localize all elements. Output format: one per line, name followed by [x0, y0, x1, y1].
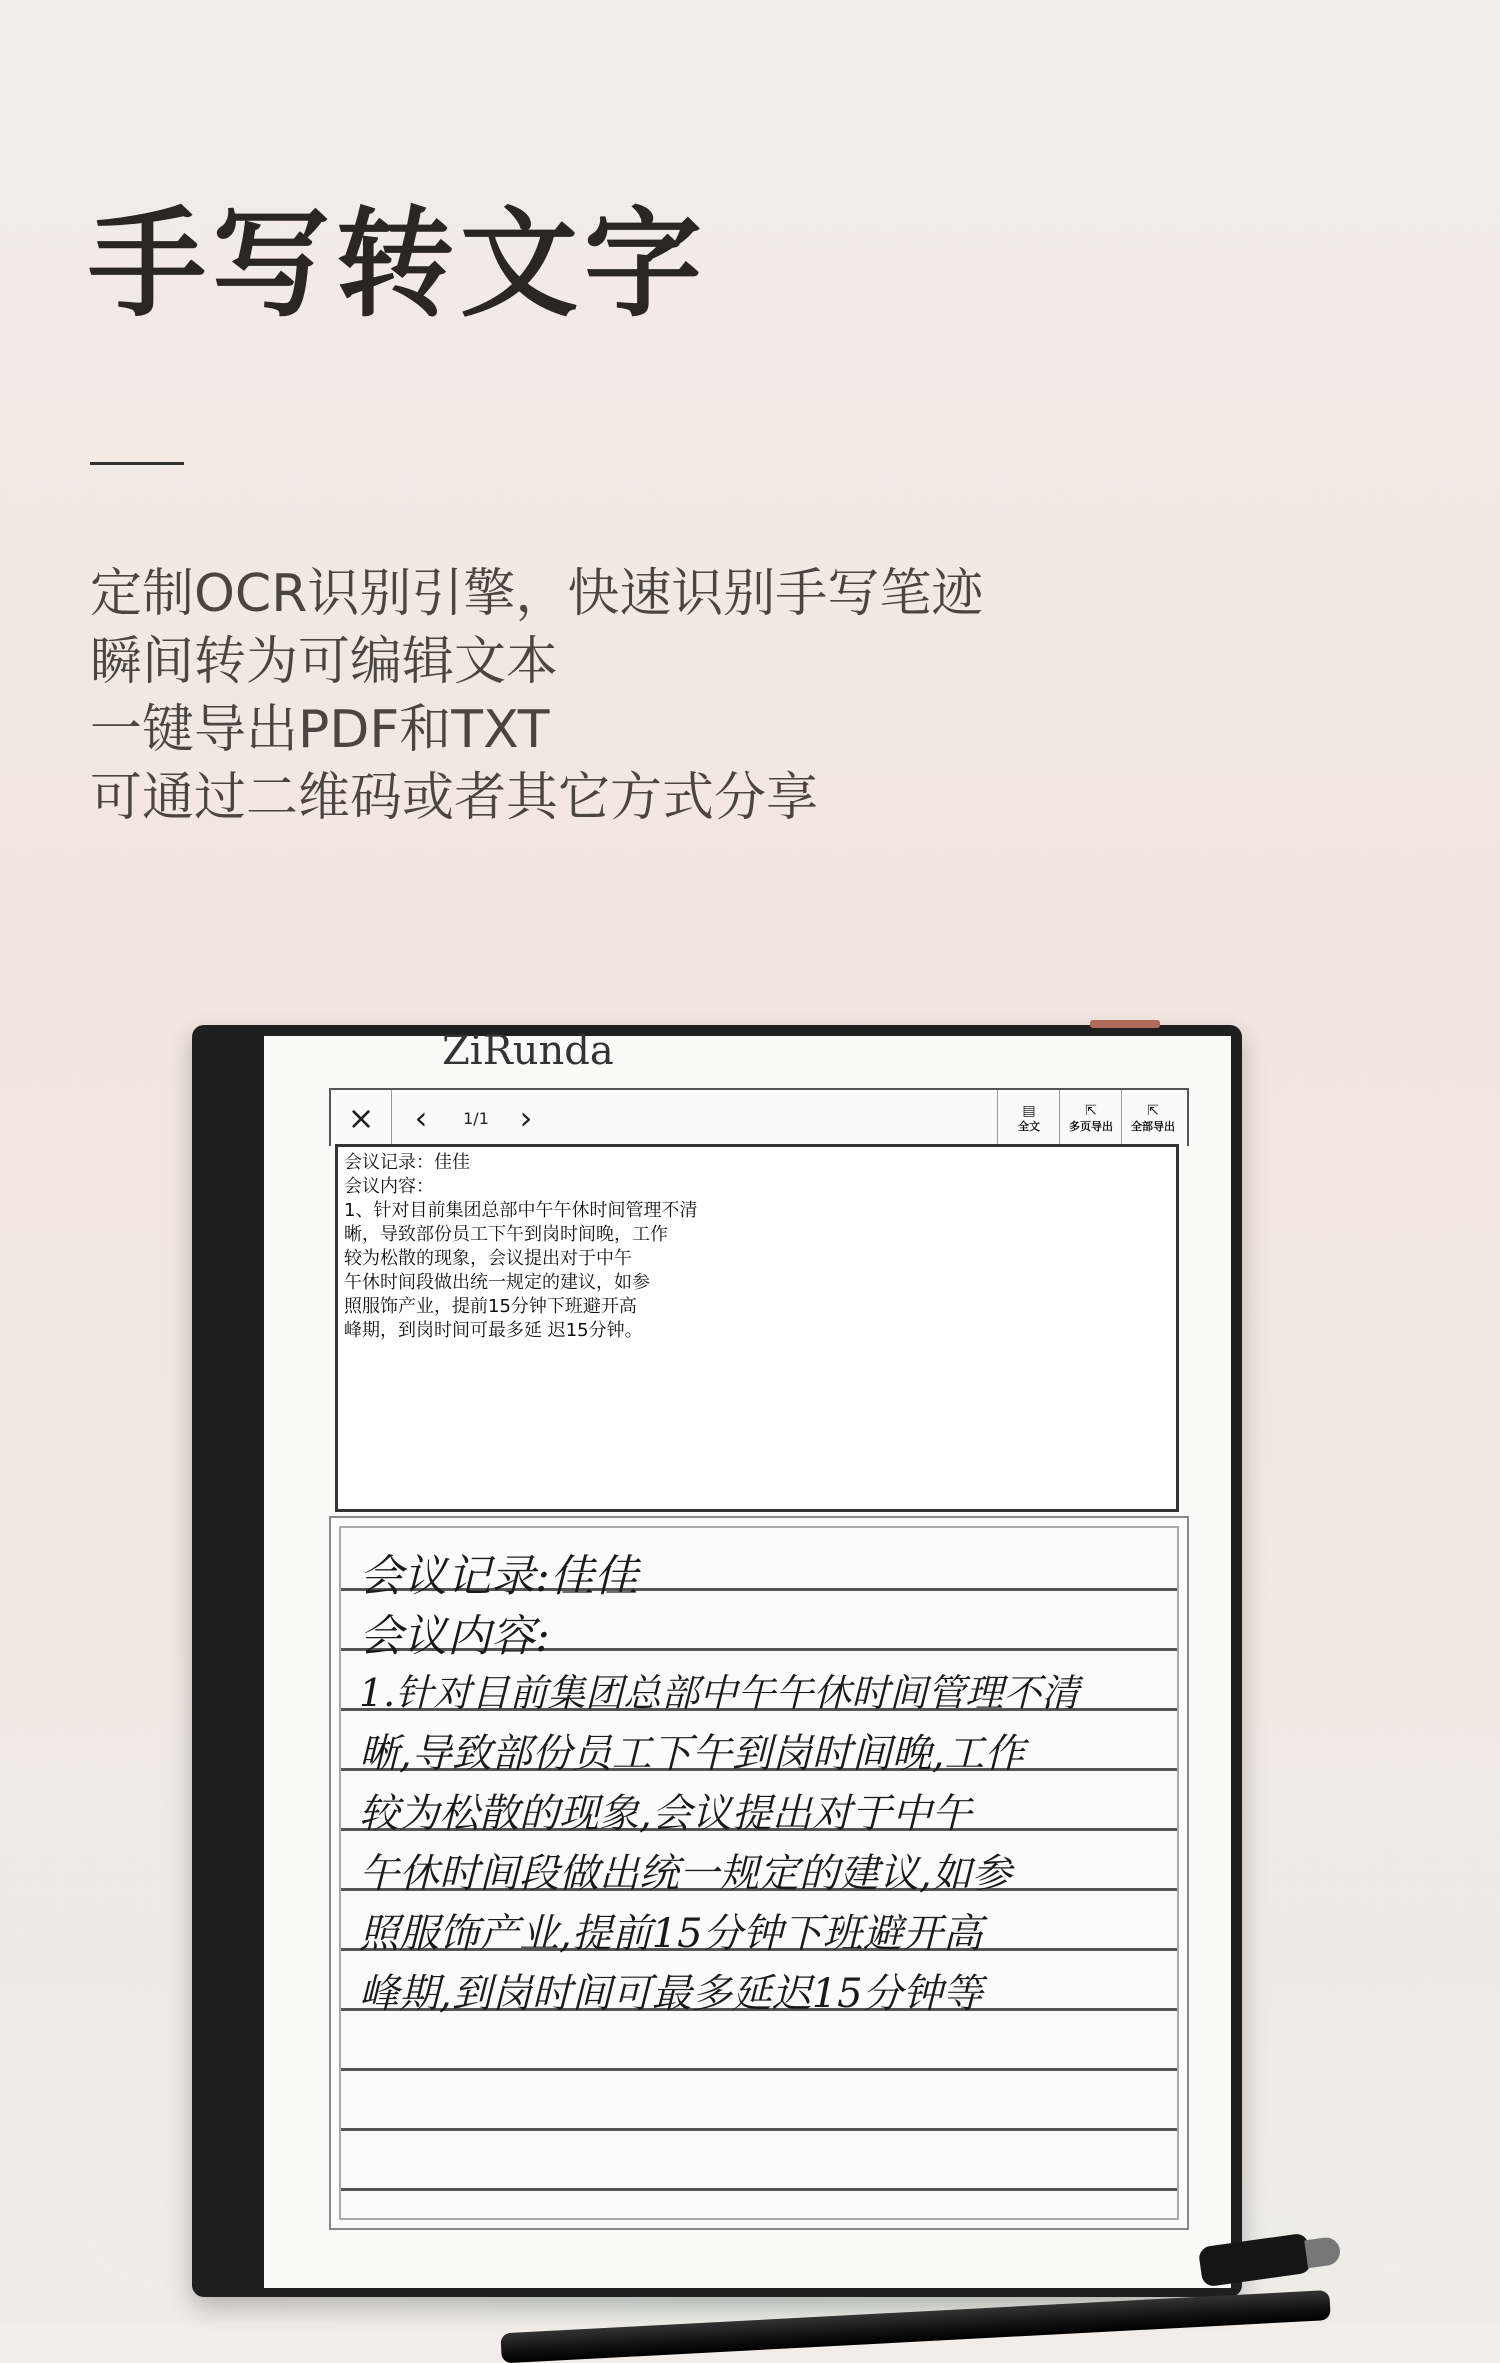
handwritten-line: 会议内容: — [359, 1611, 550, 1662]
notebook-page — [339, 1526, 1179, 2220]
handwritten-line: 照服饰产业,提前15分钟下班避开高 — [359, 1911, 983, 1957]
feature-line: 瞬间转为可编辑文本 — [90, 632, 559, 692]
ocr-line: 1、针对目前集团总部中午午休时间管理不清 — [344, 1200, 698, 1221]
full-text-label: 全文 — [1018, 1120, 1040, 1133]
ocr-line: 午休时间段做出统一规定的建议，如参 — [344, 1272, 650, 1293]
page-indicator: 1/1 — [463, 1108, 489, 1128]
close-icon[interactable]: × — [331, 1090, 392, 1146]
ruled-line — [341, 2068, 1177, 2071]
ocr-toolbar — [329, 1088, 1189, 1146]
handwritten-line: 会议记录:佳佳 — [359, 1551, 638, 1602]
chevron-left-icon[interactable]: ‹ — [414, 1099, 428, 1137]
ocr-line: 照服饰产业，提前15分钟下班避开高 — [344, 1296, 637, 1317]
ocr-line: 峰期，到岗时间可最多延 迟15分钟。 — [344, 1320, 643, 1341]
export-all-label: 全部导出 — [1131, 1120, 1175, 1133]
ocr-line: 较为松散的现象，会议提出对于中午 — [344, 1248, 632, 1269]
export-icon: ⇱ — [1085, 1103, 1097, 1119]
feature-line: 一键导出PDF和TXT — [90, 700, 550, 760]
title-divider — [90, 462, 184, 465]
doc-icon: ▤ — [1022, 1103, 1036, 1119]
handwritten-line: 峰期,到岗时间可最多延迟15分钟等 — [359, 1971, 983, 2017]
handwriting-canvas[interactable] — [329, 1516, 1189, 2230]
multi-page-export-button[interactable] — [1059, 1090, 1122, 1146]
ruled-line — [341, 2188, 1177, 2191]
export-icon: ⇱ — [1147, 1103, 1159, 1119]
chevron-right-icon[interactable]: › — [519, 1099, 533, 1137]
page-title: 手写转文字 — [88, 194, 709, 333]
ocr-line: 会议记录：佳佳 — [344, 1152, 470, 1173]
feature-line: 定制OCR识别引擎，快速识别手写笔迹 — [90, 564, 984, 624]
handwritten-line: 较为松散的现象,会议提出对于中午 — [359, 1791, 972, 1837]
full-text-button[interactable] — [997, 1090, 1060, 1146]
power-button — [1090, 1020, 1160, 1028]
export-all-button[interactable] — [1121, 1090, 1184, 1146]
ocr-text-area[interactable] — [335, 1144, 1179, 1512]
ocr-line: 晰，导致部份员工下午到岗时间晚，工作 — [344, 1224, 668, 1245]
ocr-line: 会议内容： — [344, 1176, 434, 1197]
ruled-line — [341, 2128, 1177, 2131]
watermark: ZiRunda — [442, 1028, 614, 1074]
handwritten-line: 晰,导致部份员工下午到岗时间晚,工作 — [359, 1731, 1025, 1777]
feature-description — [90, 560, 983, 832]
handwritten-line: 午休时间段做出统一规定的建议,如参 — [359, 1851, 1012, 1897]
handwritten-line: 1.针对目前集团总部中午午休时间管理不清 — [359, 1671, 1080, 1715]
feature-line: 可通过二维码或者其它方式分享 — [90, 768, 819, 828]
multi-page-export-label: 多页导出 — [1069, 1120, 1113, 1133]
